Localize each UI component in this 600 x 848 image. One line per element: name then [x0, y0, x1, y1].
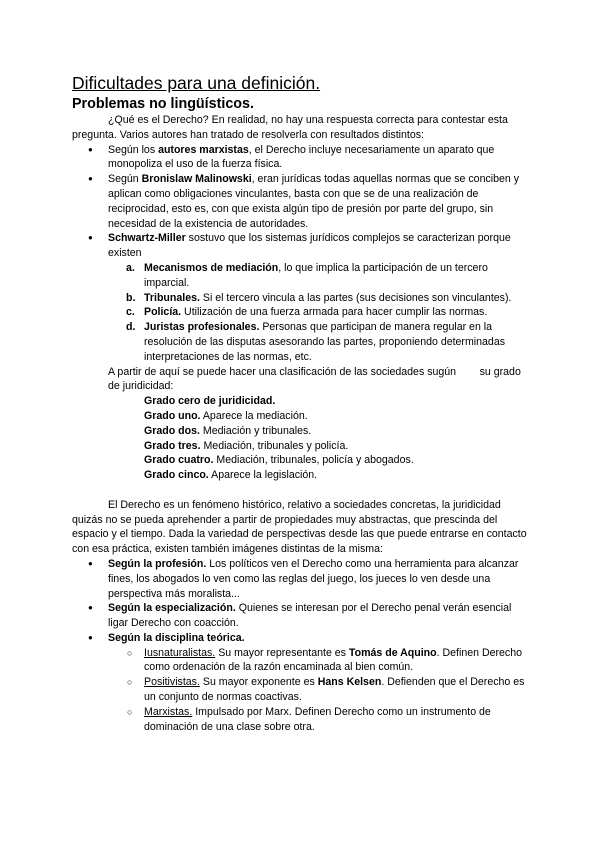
- page-title: Dificultades para una definición.: [72, 73, 321, 93]
- intro-paragraph: ¿Qué es el Derecho? En realidad, no hay una respuesta correcta para contestar esta pregunta. Varios autores han tratado de resolverla con resultados distintos:: [72, 114, 508, 141]
- mechanism-item: d. Juristas profesionales. Personas que participan de manera regular en la resolución de las disputas asesorando las partes, proponiendo determinadas interpretaciones de las normas, etc.: [126, 321, 506, 363]
- perspectives-list: [72, 557, 528, 735]
- list-item-disciplina: ● Según la disciplina teórica. ○ Iusnaturalistas. Su mayor representante es Tomás de Aquino. Definen Derecho como ordenación de la razón encaminada al bien común. ○ Positivistas. Su mayor exponente es Hans Kelsen. Defienden que el Derecho es un conjunto de normas coactivas. ○ Marxistas. Impulsado por Marx. Definen Derecho como un instrumento de dominación de una clase sobre otra.: [108, 631, 528, 735]
- grade-item: Grado cuatro. Mediación, tribunales, policía y abogados.: [144, 454, 414, 467]
- school-item: ○ Marxistas. Impulsado por Marx. Definen Derecho como un instrumento de dominación de una clase sobre otra.: [144, 705, 528, 735]
- grade-item: Grado cero de juridicidad.: [144, 395, 276, 408]
- classification-intro: A partir de aquí se puede hacer una clasificación de las sociedades sugún su grado de juridicidad:: [108, 365, 524, 393]
- grade-item: Grado uno. Aparece la mediación.: [144, 409, 308, 422]
- authors-list: [72, 143, 528, 395]
- document-page: [72, 72, 528, 734]
- section-heading: Problemas no lingüísticos.: [72, 96, 254, 112]
- spacer: [72, 483, 528, 498]
- list-item-marxistas: ● Según los autores marxistas, el Derecho incluye necesariamente un aparato que monopoliza el uso de la fuerza física.: [108, 143, 528, 173]
- list-item-schwartz-miller: ● Schwartz-Miller sostuvo que los sistemas jurídicos complejos se caracterizan porque existen a. Mecanismos de mediación, lo que implica la participación de un tercero imparcial. b. Tribunales. Si el tercero vincula a las partes (sus decisiones son vinculantes). c. Policía. Utilización de una fuerza armada para hacer cumplir las normas. d. Juristas profesionales. Personas que participan de manera regular en la resolución de las disputas asesorando las partes, proponiendo determinadas interpretaciones de las normas, etc. A partir de aquí se puede hacer una clasificación de las sociedades sugún su grado de juridicidad:: [108, 231, 528, 394]
- grades-list: [72, 394, 528, 483]
- schools-list: [108, 646, 528, 735]
- mechanism-item: b. Tribunales. Si el tercero vincula a las partes (sus decisiones son vinculantes).: [126, 291, 512, 304]
- grade-item: Grado cinco. Aparece la legislación.: [144, 469, 318, 482]
- grade-item: Grado tres. Mediación, tribunales y policía.: [144, 439, 349, 452]
- mechanisms-list: [108, 261, 528, 365]
- list-item-profesion: ● Según la profesión. Los políticos ven el Derecho como una herramienta para alcanzar fines, los abogados lo ven como las reglas del juego, los jueces lo ven desde una perspectiva más moralista...: [108, 557, 528, 601]
- grade-item: Grado dos. Mediación y tribunales.: [144, 424, 312, 437]
- body-paragraph: El Derecho es un fenómeno histórico, relativo a sociedades concretas, la juridicidad quizás no se pueda aprehender a partir de propiedades muy abstractas, que prescinda del espacio y el tiempo. Dada la variedad de perspectivas desde las que puede entrarse en contacto con esa práctica, existen también imágenes distintas de la misma:: [72, 498, 527, 556]
- school-item: ○ Positivistas. Su mayor exponente es Hans Kelsen. Defienden que el Derecho es un conjunto de normas coactivas.: [144, 675, 528, 705]
- mechanism-item: a. Mecanismos de mediación, lo que implica la participación de un tercero imparcial.: [126, 261, 488, 289]
- school-item: ○ Iusnaturalistas. Su mayor representante es Tomás de Aquino. Definen Derecho como ordenación de la razón encaminada al bien común.: [144, 646, 528, 676]
- mechanism-item: c. Policía. Utilización de una fuerza armada para hacer cumplir las normas.: [126, 306, 488, 319]
- list-item-malinowski: ● Según Bronislaw Malinowski, eran jurídicas todas aquellas normas que se conciben y aplican como obligaciones vinculantes, basta con que se de una realización de reciprocidad, esto es, con que exista algún tipo de presión por parte del grupo, sin necesidad de la existencia de autoridades.: [108, 172, 528, 231]
- list-item-especializacion: ● Según la especialización. Quienes se interesan por el Derecho penal verán esencial ligar Derecho con coacción.: [108, 601, 528, 631]
